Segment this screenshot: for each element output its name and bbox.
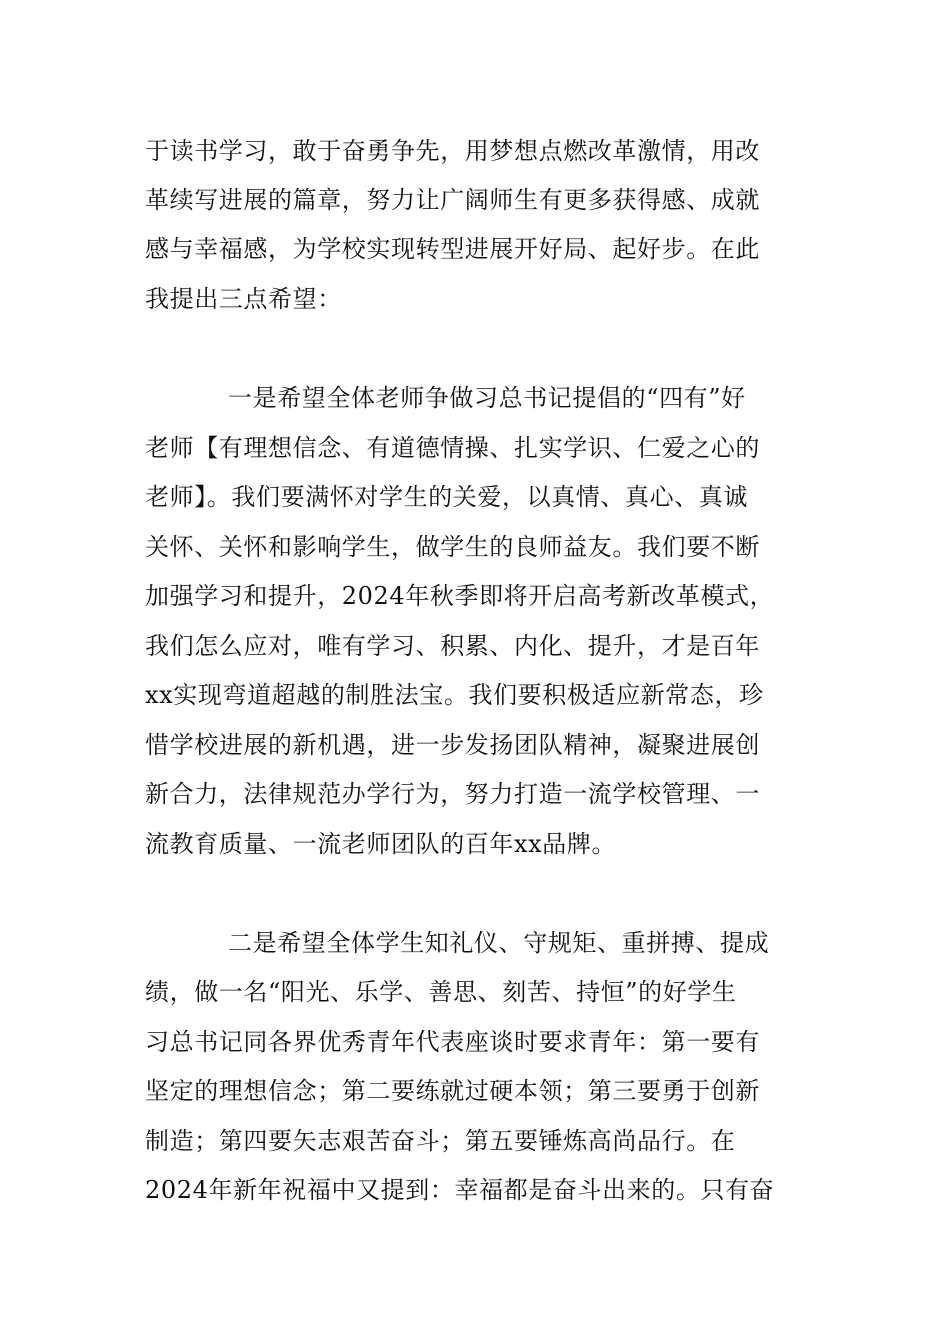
paragraph-2-line-2: 老师【有理想信念、有道德情操、扎实学识、仁爱之心的 <box>145 434 760 462</box>
paragraph-3-line-2: 绩，做一名“阳光、乐学、善思、刻苦、持恒”的好学生 <box>145 978 737 1006</box>
paragraph-3-line-1: 二是希望全体学生知礼仪、守规矩、重拼搏、提成 <box>228 929 770 957</box>
paragraph-3-line-5: 制造；第四要矢志艰苦奋斗；第五要锤炼高尚品行。在 <box>145 1127 736 1155</box>
paragraph-1-line-4: 我提出三点希望： <box>145 285 342 313</box>
paragraph-3-line-4: 坚定的理想信念；第二要练就过硬本领；第三要勇于创新 <box>145 1077 760 1105</box>
paragraph-1-line-2: 革续写进展的篇章，努力让广阔师生有更多获得感、成就 <box>145 186 760 214</box>
paragraph-1-line-3: 感与幸福感，为学校实现转型进展开好局、起好步。在此 <box>145 235 760 263</box>
paragraph-2-line-3: 老师】。我们要满怀对学生的关爱，以真情、真心、真诚 <box>145 483 748 511</box>
paragraph-2-line-10: 流教育质量、一流老师团队的百年xx品牌。 <box>145 830 617 858</box>
paragraph-1-line-1: 于读书学习，敢于奋勇争先，用梦想点燃改革激情，用改 <box>145 137 760 165</box>
paragraph-3-line-6: 2024年新年祝福中又提到：幸福都是奋斗出来的。只有奋 <box>145 1176 775 1204</box>
paragraph-2-line-1: 一是希望全体老师争做习总书记提倡的“四有”好 <box>228 384 746 412</box>
paragraph-2-line-8: 惜学校进展的新机遇，进一步发扬团队精神，凝聚进展创 <box>145 731 760 759</box>
paragraph-3-line-3: 习总书记同各界优秀青年代表座谈时要求青年：第一要有 <box>145 1028 760 1056</box>
paragraph-2-line-5: 加强学习和提升，2024年秋季即将开启高考新改革模式， <box>145 582 775 610</box>
paragraph-2-line-7: xx实现弯道超越的制胜法宝。我们要积极适应新常态，珍 <box>145 681 764 709</box>
paragraph-2-line-4: 关怀、关怀和影响学生，做学生的良师益友。我们要不断 <box>145 533 760 561</box>
paragraph-2-line-9: 新合力，法律规范办学行为，努力打造一流学校管理、一 <box>145 780 760 808</box>
paragraph-2-line-6: 我们怎么应对，唯有学习、积累、内化、提升，才是百年 <box>145 632 760 660</box>
